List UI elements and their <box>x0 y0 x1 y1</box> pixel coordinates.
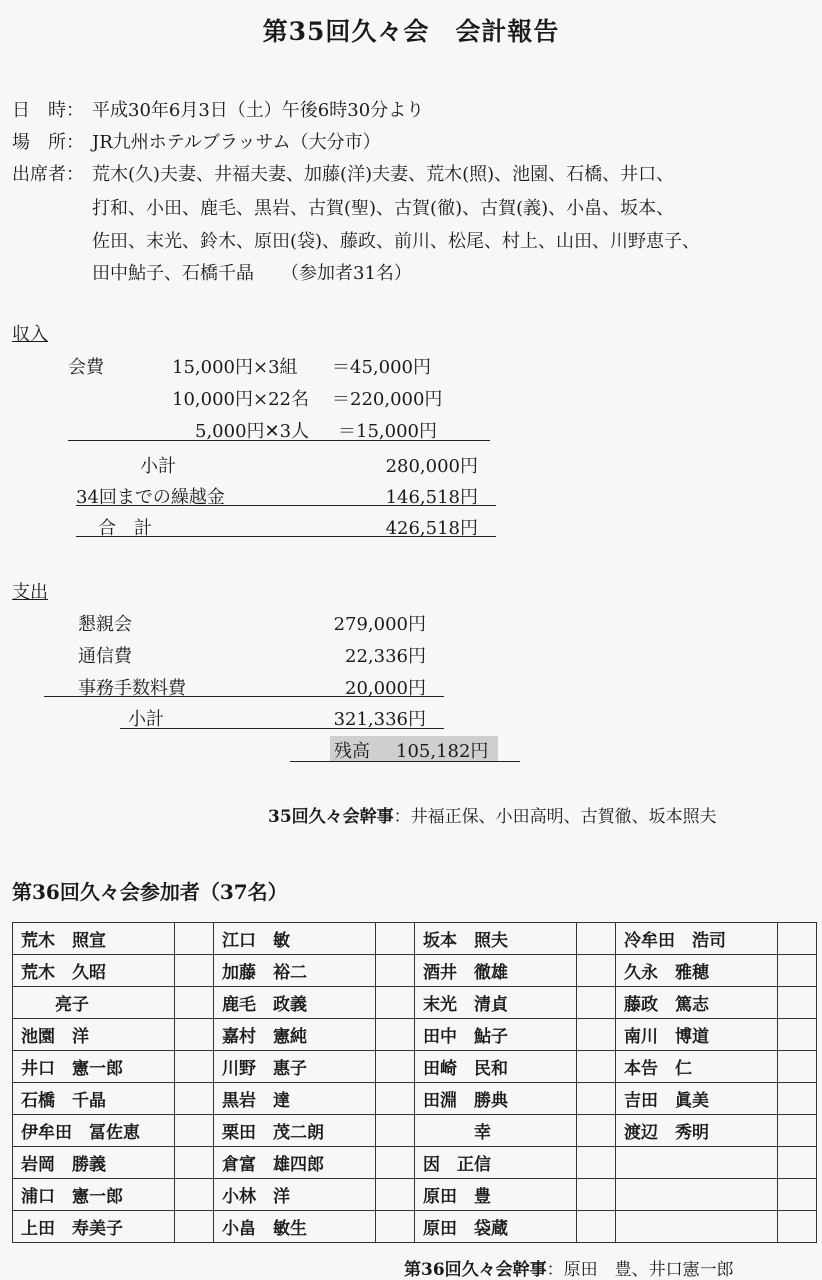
attendee-check-cell <box>778 1019 817 1051</box>
attendees-row <box>12 160 674 186</box>
balance-amount: 105,182円 <box>396 741 489 762</box>
expense-item-label: 懇親会 <box>78 614 132 635</box>
attendee-check-cell <box>175 1147 214 1179</box>
attendee-check-cell <box>376 1019 415 1051</box>
attendee-check-cell <box>376 1211 415 1243</box>
attendee-name: 浦口 憲一郎 <box>13 1179 175 1211</box>
expense-item-amount: 279,000円 <box>333 614 426 635</box>
income-total: 426,518円 <box>385 518 478 539</box>
divider <box>76 536 496 537</box>
attendee-check-cell <box>175 1019 214 1051</box>
attendee-check-cell <box>175 1115 214 1147</box>
attendee-name: 田淵 勝典 <box>415 1083 577 1115</box>
attendee-name: 黒岩 達 <box>214 1083 376 1115</box>
attendee-name: 鹿毛 政義 <box>214 987 376 1019</box>
divider <box>120 728 444 729</box>
attendee-name <box>616 1179 778 1211</box>
attendees-table <box>12 922 817 1243</box>
table-row <box>13 1147 817 1179</box>
carryover-label: 34回までの繰越金 <box>76 487 225 508</box>
attendee-name: 小林 洋 <box>214 1179 376 1211</box>
date-value: 平成30年6月3日（土）午後6時30分より <box>92 100 425 121</box>
attendee-name: 田中 鮎子 <box>415 1019 577 1051</box>
date-row <box>12 96 424 122</box>
attendee-check-cell <box>778 1051 817 1083</box>
attendee-name: 原田 豊 <box>415 1179 577 1211</box>
table-row <box>13 923 817 955</box>
attendees-line: 打和、小田、鹿毛、黒岩、古賀(聖)、古賀(徹)、古賀(義)、小畠、坂本、 <box>92 198 675 219</box>
attendee-check-cell <box>175 1179 214 1211</box>
fee-label: 会費 <box>68 357 104 378</box>
attendee-check-cell <box>175 955 214 987</box>
expense-heading: 支出 <box>12 582 48 603</box>
table-row <box>13 1211 817 1243</box>
attendee-check-cell <box>778 955 817 987</box>
attendee-check-cell <box>778 1083 817 1115</box>
attendee-name: 栗田 茂二朗 <box>214 1115 376 1147</box>
attendee-check-cell <box>175 923 214 955</box>
attendees-line: 田中鮎子、石橋千晶 （参加者31名） <box>92 263 412 284</box>
divider <box>290 761 520 762</box>
attendee-name: 本告 仁 <box>616 1051 778 1083</box>
attendee-check-cell <box>376 1051 415 1083</box>
attendee-name: 荒木 久昭 <box>13 955 175 987</box>
table-row <box>13 987 817 1019</box>
attendee-name: 南川 博道 <box>616 1019 778 1051</box>
attendee-name: 原田 袋蔵 <box>415 1211 577 1243</box>
attendee-name: 嘉村 憲純 <box>214 1019 376 1051</box>
attendee-check-cell <box>577 1051 616 1083</box>
organizers36-names: ：原田 豊、井口憲一郎 <box>546 1260 734 1280</box>
attendee-name: 末光 清貞 <box>415 987 577 1019</box>
attendee-name: 荒木 照宣 <box>13 923 175 955</box>
attendee-check-cell <box>376 955 415 987</box>
attendee-name: 岩岡 勝義 <box>13 1147 175 1179</box>
expense-subtotal-label: 小計 <box>128 709 164 730</box>
organizers35-label: 35回久々会幹事 <box>268 807 394 827</box>
attendee-name: 亮子 <box>13 987 175 1019</box>
attendee-check-cell <box>175 987 214 1019</box>
fee-amount: ＝15,000円 <box>338 421 437 442</box>
balance-label: 残高 <box>334 741 370 762</box>
income-subtotal-label: 小計 <box>140 456 176 477</box>
income-subtotal: 280,000円 <box>385 456 478 477</box>
table-row <box>13 1019 817 1051</box>
attendee-check-cell <box>577 955 616 987</box>
date-label: 日 時： <box>12 100 84 121</box>
attendee-name <box>616 1147 778 1179</box>
expense-item-label: 通信費 <box>78 646 132 667</box>
fee-calc: 5,000円✕3人 <box>195 421 310 442</box>
attendee-check-cell <box>376 1179 415 1211</box>
organizers36-label: 第36回久々会幹事 <box>404 1260 547 1280</box>
attendee-name: 倉富 雄四郎 <box>214 1147 376 1179</box>
expense-item-amount: 22,336円 <box>345 646 426 667</box>
attendee-name: 川野 惠子 <box>214 1051 376 1083</box>
expense-item-amount: 20,000円 <box>345 678 426 699</box>
attendee-check-cell <box>577 1083 616 1115</box>
organizers35-names: ：井福正保、小田高明、古賀徹、坂本照夫 <box>393 807 717 827</box>
attendee-name: 江口 敏 <box>214 923 376 955</box>
attendee-name: 吉田 眞美 <box>616 1083 778 1115</box>
table-row <box>13 1115 817 1147</box>
attendee-check-cell <box>577 1147 616 1179</box>
divider <box>68 440 490 441</box>
organizers36 <box>404 1255 734 1280</box>
place-row <box>12 128 381 154</box>
attendees-label: 出席者： <box>12 164 84 185</box>
attendee-name: 久永 雅穂 <box>616 955 778 987</box>
table-row <box>13 1179 817 1211</box>
attendee-check-cell <box>376 987 415 1019</box>
attendee-name: 渡辺 秀明 <box>616 1115 778 1147</box>
attendee-check-cell <box>778 1115 817 1147</box>
attendees-line: 佐田、末光、鈴木、原田(袋)、藤政、前川、松尾、村上、山田、川野恵子、 <box>92 231 701 252</box>
expense-subtotal: 321,336円 <box>333 709 426 730</box>
attendee-check-cell <box>577 1179 616 1211</box>
attendee-check-cell <box>778 1147 817 1179</box>
attendee-check-cell <box>577 987 616 1019</box>
attendee-check-cell <box>778 987 817 1019</box>
attendee-check-cell <box>376 923 415 955</box>
table-row <box>13 1083 817 1115</box>
attendee-check-cell <box>376 1083 415 1115</box>
attendee-check-cell <box>175 1211 214 1243</box>
attendee-name: 井口 憲一郎 <box>13 1051 175 1083</box>
attendee-name: 池園 洋 <box>13 1019 175 1051</box>
table-row <box>13 955 817 987</box>
attendee-name <box>616 1211 778 1243</box>
organizers35 <box>268 802 717 827</box>
attendee-name: 酒井 徹雄 <box>415 955 577 987</box>
attendee-check-cell <box>778 1211 817 1243</box>
attendee-name: 上田 寿美子 <box>13 1211 175 1243</box>
place-value: JR九州ホテルブラッサム（大分市） <box>92 132 381 153</box>
attendee-check-cell <box>175 1051 214 1083</box>
page-title: 第35回久々会 会計報告 <box>262 17 560 46</box>
attendee-name: 藤政 篤志 <box>616 987 778 1019</box>
divider <box>76 505 496 506</box>
attendee-name: 因 正信 <box>415 1147 577 1179</box>
attendee-check-cell <box>778 1179 817 1211</box>
attendee-check-cell <box>376 1147 415 1179</box>
attendee-name: 石橋 千晶 <box>13 1083 175 1115</box>
divider <box>44 696 444 697</box>
fee-amount: ＝220,000円 <box>332 389 443 410</box>
fee-calc: 10,000円×22名 <box>172 389 309 410</box>
attendee-check-cell <box>577 1115 616 1147</box>
carryover-amount: 146,518円 <box>385 487 478 508</box>
attendee-check-cell <box>175 1083 214 1115</box>
attendee-name: 冷牟田 浩司 <box>616 923 778 955</box>
attendee-check-cell <box>577 1211 616 1243</box>
attendee-name: 小畠 敏生 <box>214 1211 376 1243</box>
attendee-name: 幸 <box>415 1115 577 1147</box>
attendees36-heading: 第36回久々会参加者（37名） <box>12 880 288 904</box>
expense-item-label: 事務手数料費 <box>78 678 186 699</box>
place-label: 場 所： <box>12 132 84 153</box>
fee-amount: ＝45,000円 <box>332 357 431 378</box>
attendees-line: 荒木(久)夫妻、井福夫妻、加藤(洋)夫妻、荒木(照)、池園、石橋、井口、 <box>92 164 675 185</box>
attendee-check-cell <box>577 1019 616 1051</box>
attendee-check-cell <box>778 923 817 955</box>
attendee-name: 加藤 裕二 <box>214 955 376 987</box>
attendee-name: 伊牟田 冨佐恵 <box>13 1115 175 1147</box>
income-heading: 収入 <box>12 324 48 345</box>
attendee-name: 田崎 民和 <box>415 1051 577 1083</box>
fee-calc: 15,000円×3組 <box>172 357 298 378</box>
attendee-check-cell <box>376 1115 415 1147</box>
attendee-name: 坂本 照夫 <box>415 923 577 955</box>
attendee-check-cell <box>577 923 616 955</box>
table-row <box>13 1051 817 1083</box>
income-total-label: 合 計 <box>98 518 152 539</box>
